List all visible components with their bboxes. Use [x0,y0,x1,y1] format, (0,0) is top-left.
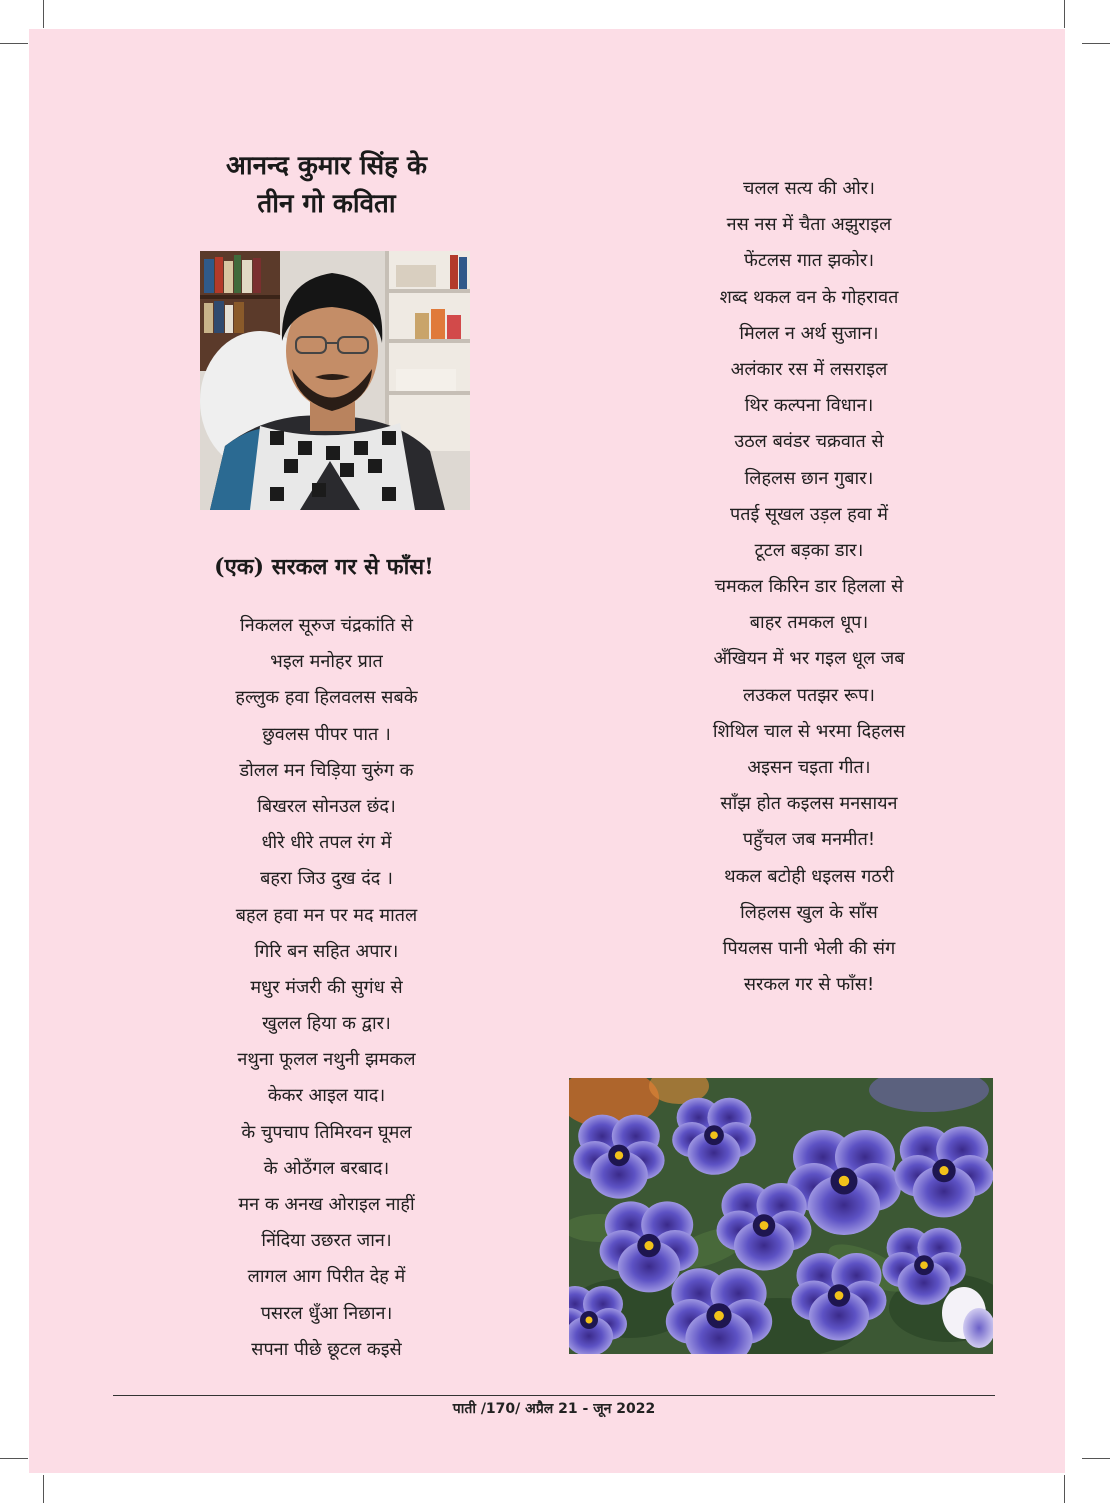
poem-line: टूटल बड़का डार। [754,539,864,561]
poem-line: गिरि बन सहित अपार। [254,940,399,962]
magazine-page [29,29,1065,1473]
footer-divider [113,1395,995,1396]
poem-line: नस नस में चैता अझुराइल [726,214,892,236]
poem-line: लिहलस खुल के साँस [740,901,878,923]
page-footer: पाती /170/ अप्रैल 21 - जून 2022 [452,1401,656,1417]
poem-line: पसरल धुँआ निछान। [260,1302,393,1324]
crop-mark [1064,0,1065,28]
poem-line: लउकल पतझर रूप। [742,684,876,706]
article-title [179,147,474,223]
poem-line: सपना पीछे छूटल कइसे [251,1338,402,1360]
poem-line: सरकल गर से फाँस! [743,974,875,996]
poem-line: साँझ होत कइलस मनसायन [720,793,898,815]
crop-mark [43,1475,44,1503]
poem-line: पहुँचल जब मनमीत! [742,829,876,851]
poem-line: चमकल किरिन डार हिलला से [714,576,904,598]
title-line-1: आनन्द कुमार सिंह के [226,151,427,181]
author-photo [200,251,470,510]
poem-line: निकलल सूरुज चंद्रकांति से [240,615,413,636]
poem-line: के चुपचाप तिमिरवन घूमल [241,1121,412,1143]
poem-line: छुवलस पीपर पात । [262,723,391,745]
title-line-2: तीन गो कविता [257,189,396,219]
poem-line: मन क अनख ओराइल नाहीं [238,1194,415,1215]
poem-line: मिलल न अर्थ सुजान। [739,322,879,344]
poem-line: शब्द थकल वन के गोहरावत [719,286,899,308]
poem-column-left [179,608,474,1368]
poem-line: के ओठँगल बरबाद। [263,1157,390,1179]
poem-line: बाहर तमकल धूप। [749,612,869,634]
poem-line: हल्लुक हवा हिलवलस सबके [235,687,418,709]
poem-line: मधुर मंजरी की सुगंध से [250,976,403,998]
crop-mark [0,1458,28,1459]
poem-line: थकल बटोही धइलस गठरी [724,865,894,887]
poem-line: धीरे धीरे तपल रंग में [261,832,392,854]
poem-line: लागल आग पिरीत देह में [247,1266,406,1288]
poem-line: थिर कल्पना विधान। [744,395,874,417]
poem-heading: (एक) सरकल गर से फाँस! [214,554,434,580]
poem-line: नथुना फूलल नथुनी झमकल [237,1049,416,1071]
poem-line: बहरा जिउ दुख दंद । [260,868,393,890]
crop-mark [1064,1475,1065,1503]
poem-line: फेंटलस गात झकोर। [743,250,875,272]
poem-line: शिथिल चाल से भरमा दिहलस [712,720,906,742]
crop-mark [43,0,44,28]
crop-mark [0,43,28,44]
poem-line: पियलस पानी भेली की संग [722,937,896,959]
poem-line: अँखियन में भर गइल धूल जब [713,648,905,670]
poem-line: उठल बवंडर चक्रवात से [734,431,884,453]
poem-line: केकर आइल याद। [267,1085,386,1107]
poem-line: निंदिया उछरत जान। [261,1230,392,1252]
poem-line: लिहलस छान गुबार। [744,467,874,489]
poem-column-right [649,171,969,1003]
poem-line: डोलल मन चिड़िया चुरुंग क [239,759,414,781]
poem-line: भइल मनोहर प्रात [270,651,383,673]
poem-line: अइसन चइता गीत। [747,757,871,778]
poem-line: खुलल हिया क द्वार। [262,1013,391,1035]
crop-mark [1082,43,1110,44]
pansy-flowers-photo [569,1078,993,1354]
poem-line: बहल हवा मन पर मद मातल [235,904,418,926]
poem-line: बिखरल सोनउल छंद। [257,795,396,817]
poem-line: चलल सत्य की ओर। [743,178,875,199]
poem-line: पतई सूखल उड़ल हवा में [730,503,888,525]
poem-line: अलंकार रस में लसराइल [730,358,888,380]
crop-mark [1082,1458,1110,1459]
